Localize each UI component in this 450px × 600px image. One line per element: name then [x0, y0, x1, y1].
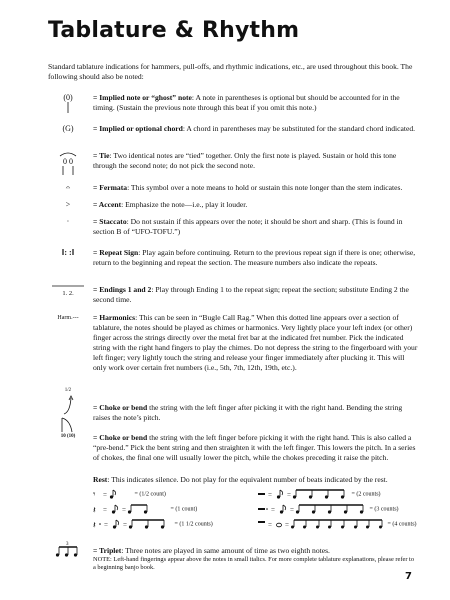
- rest-row: [93, 519, 417, 531]
- repeat-sign-icon: ‖: :‖: [61, 248, 75, 257]
- staccato-icon: ·: [66, 217, 70, 226]
- rest-left-0: = (1/2 count): [134, 491, 166, 498]
- rest-description: Rest: This indicates silence. Do not play for the equivalent number of beats indicated by the rest.: [93, 475, 388, 484]
- tie-symbol: 0 0: [48, 151, 88, 176]
- rest-row: [93, 489, 413, 501]
- triplet-icon: [48, 540, 88, 558]
- svg-text:=: =: [271, 506, 275, 514]
- endings-icon: 1. 2.: [62, 290, 74, 297]
- accent-icon: >: [65, 200, 71, 209]
- svg-text:3: 3: [66, 542, 69, 547]
- fermata-icon: 𝄐: [65, 183, 71, 192]
- rest-left-2: = (1 1/2 counts): [174, 521, 213, 528]
- implied-chord-symbol: (G): [62, 124, 74, 133]
- fingering-note: NOTE: Left-hand fingerings appear above the notes in small italics. For more complete tablature explanations, please refer to a beginning banjo book.: [93, 556, 415, 571]
- svg-text:=: =: [268, 491, 272, 499]
- svg-text:=: =: [123, 521, 127, 529]
- svg-text:=: =: [285, 521, 289, 529]
- rest-row: [93, 504, 413, 516]
- rest-right-1: = (3 counts): [369, 506, 399, 513]
- choke-icon: 1/2: [48, 386, 88, 416]
- svg-text:=: =: [287, 491, 291, 499]
- rest-right-0: = (2 counts): [351, 491, 381, 498]
- ghost-note-symbol: (0): [63, 93, 73, 102]
- svg-text:=: =: [103, 491, 107, 499]
- svg-text:𝄾: 𝄾: [93, 490, 96, 500]
- svg-text:𝄽: 𝄽: [93, 521, 96, 531]
- harmonics-icon: Harm.---: [57, 315, 79, 321]
- svg-text:=: =: [103, 506, 107, 514]
- pre-bend-icon: 10 (10): [48, 416, 88, 442]
- svg-text:=: =: [268, 521, 272, 529]
- rest-right-2: = (4 counts): [387, 521, 417, 528]
- rest-values-grid: [93, 489, 417, 531]
- svg-text:=: =: [122, 506, 126, 514]
- svg-text:=: =: [104, 521, 108, 529]
- svg-text:=: =: [290, 506, 294, 514]
- page-title: Tablature & Rhythm: [48, 18, 300, 43]
- rest-left-1: = (1 count): [170, 506, 198, 513]
- svg-text:𝄽: 𝄽: [93, 506, 96, 516]
- intro-paragraph: Standard tablature indications for hammers, pull-offs, and rhythmic indications, etc., are used throughout this book. The following should also be noted:: [48, 62, 413, 81]
- page-number: 7: [405, 571, 412, 582]
